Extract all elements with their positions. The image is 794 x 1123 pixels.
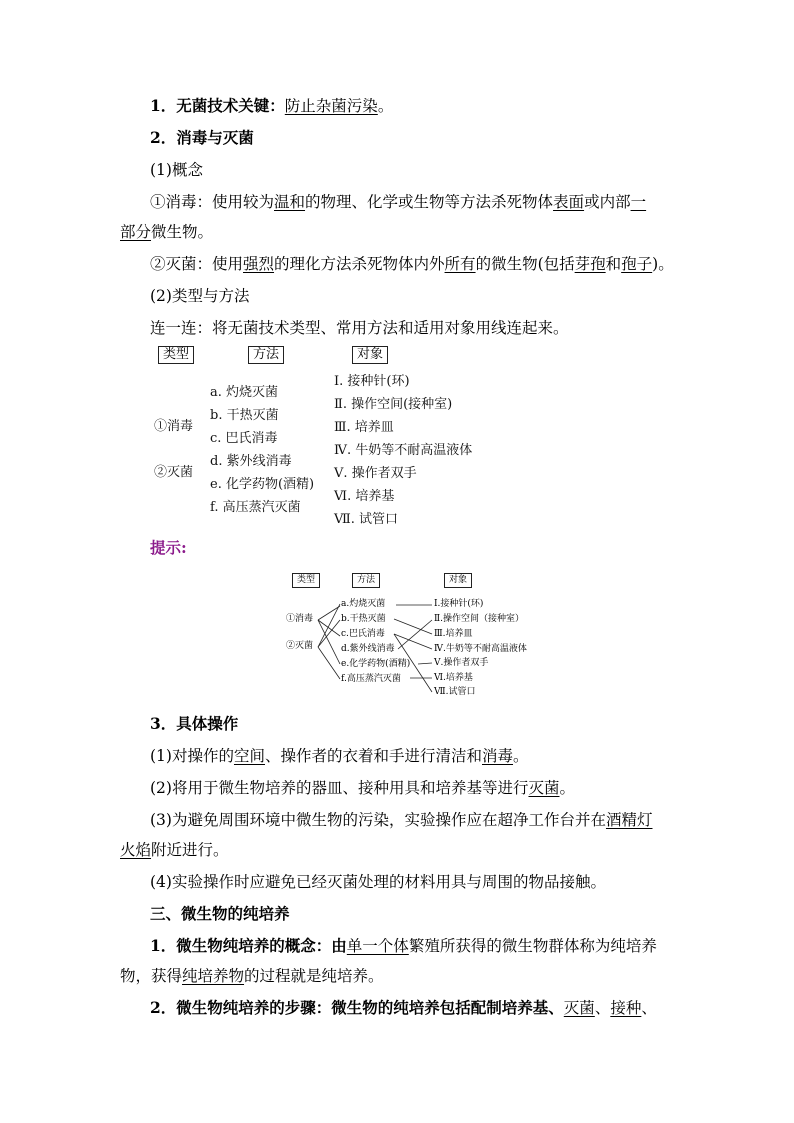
text: 的过程就是纯培养。 [244, 967, 384, 985]
connector-line [318, 604, 340, 647]
answer-underline: 防止杂菌污染 [284, 97, 378, 115]
object-item: Ⅲ. 培养皿 [334, 420, 394, 435]
answer-underline: 孢子 [621, 255, 653, 273]
text: 、 [594, 999, 611, 1017]
answer-method-item: f.高压蒸汽灭菌 [341, 674, 401, 684]
answer-method-item: d.紫外线消毒 [341, 644, 395, 654]
answer-underline: 纯培养物 [182, 967, 245, 985]
text: 繁殖所获得的微生物群体称为纯培养 [408, 937, 657, 955]
text: 1．无菌技术关键： [150, 96, 285, 115]
answer-underline: 消毒 [482, 747, 514, 765]
answer-underline: 温和 [274, 193, 306, 211]
text: 和 [605, 255, 622, 273]
line-pure-culture-concept [150, 936, 710, 956]
answer-object-item: Ⅰ.接种针(环) [434, 599, 484, 609]
answer-underline: 一 [630, 193, 647, 211]
instruction-connect: 连一连：将无菌技术类型、常用方法和适用对象用线连起来。 [150, 319, 569, 337]
answer-header-method: 方法 [352, 573, 380, 588]
answer-object-item: Ⅵ.培养基 [434, 673, 473, 683]
method-item: d. 紫外线消毒 [210, 454, 292, 469]
object-item: Ⅰ. 接种针(环) [334, 374, 410, 389]
connector-line [394, 619, 432, 634]
method-item: e. 化学药物(酒精) [210, 477, 315, 492]
answer-underline: 所有 [444, 255, 476, 273]
answer-header-type: 类型 [292, 573, 320, 588]
text: (2)将用于微生物培养的器皿、接种用具和培养基等进行 [150, 779, 529, 797]
heading-disinfect-sterilize: 2．消毒与灭菌 [150, 128, 254, 147]
text: 的微生物(包括 [475, 255, 575, 273]
answer-underline: 接种 [610, 999, 642, 1017]
answer-object-item: Ⅴ.操作者双手 [434, 658, 489, 668]
type-item: ②灭菌 [154, 465, 194, 480]
text: 2．微生物纯培养的步骤：微生物的纯培养包括配制培养基、 [150, 998, 564, 1017]
text: ①消毒：使用较为 [150, 193, 275, 211]
line-op-1 [150, 746, 710, 766]
answer-object-item: Ⅳ.牛奶等不耐高温液体 [434, 644, 527, 654]
text: 1．微生物纯培养的概念：由 [150, 936, 347, 955]
answer-type-item: ①消毒 [286, 614, 314, 624]
connector-line [418, 663, 432, 664]
connector-line [318, 620, 340, 664]
line-op-4: (4)实验操作时应避免已经灭菌处理的材料用具与周围的物品接触。 [150, 873, 606, 891]
answer-underline: 芽孢 [574, 255, 606, 273]
line-pure-culture-steps [150, 998, 710, 1018]
heading-operations: 3．具体操作 [150, 714, 239, 733]
answer-underline: 强烈 [243, 255, 275, 273]
method-item: a. 灼烧灭菌 [210, 385, 279, 400]
text: 微生物。 [151, 223, 214, 241]
object-item: Ⅳ. 牛奶等不耐高温液体 [334, 443, 473, 458]
method-item: b. 干热灭菌 [210, 408, 279, 423]
text: ②灭菌：使用 [150, 255, 244, 273]
connector-line [318, 647, 340, 679]
answer-object-item: Ⅲ.培养皿 [434, 629, 473, 639]
text: 的物理、化学或生物等方法杀死物体 [305, 193, 554, 211]
text: )。 [652, 255, 674, 273]
text: 。 [377, 97, 394, 115]
header-object: 对象 [352, 346, 388, 364]
object-item: Ⅶ. 试管口 [334, 512, 399, 527]
answer-underline: 火焰 [120, 841, 152, 859]
subheading-types-methods: (2)类型与方法 [150, 287, 250, 305]
object-item: Ⅵ. 培养基 [334, 489, 395, 504]
method-item: f. 高压蒸汽灭菌 [210, 500, 301, 515]
method-item: c. 巴氏消毒 [210, 431, 278, 446]
line-op-3 [150, 810, 710, 830]
hint-label: 提示: [150, 538, 187, 557]
answer-underline: 单一个体 [346, 937, 409, 955]
answer-method-item: b.干热灭菌 [341, 614, 386, 624]
header-method: 方法 [248, 346, 284, 364]
object-item: Ⅱ. 操作空间(接种室) [334, 397, 453, 412]
answer-method-item: c.巴氏消毒 [341, 629, 385, 639]
text: 、操作者的衣着和手进行清洁和 [264, 747, 482, 765]
line-pure-culture-concept-cont [120, 966, 680, 986]
text: (3)为避免周围环境中微生物的污染，实验操作应在超净工作台并在 [150, 811, 606, 829]
subheading-concept: (1)概念 [150, 161, 203, 179]
connector-line [398, 620, 432, 649]
line-op-2 [150, 778, 710, 798]
answer-header-object: 对象 [444, 573, 472, 588]
answer-underline: 空间 [233, 747, 265, 765]
text: 附近进行。 [151, 841, 229, 859]
answer-underline: 表面 [553, 193, 585, 211]
text: 物，获得 [120, 967, 183, 985]
text: 的理化方法杀死物体内外 [274, 255, 445, 273]
answer-method-item: a.灼烧灭菌 [341, 599, 386, 609]
answer-object-item: Ⅶ.试管口 [434, 687, 476, 697]
header-type: 类型 [158, 346, 194, 364]
answer-object-item: Ⅱ.操作空间（接种室） [434, 614, 524, 624]
object-item: Ⅴ. 操作者双手 [334, 466, 417, 481]
type-item: ①消毒 [154, 419, 194, 434]
line-op-3-cont [120, 840, 680, 860]
answer-underline: 灭菌 [528, 779, 560, 797]
text: 、 [641, 999, 657, 1017]
answer-type-item: ②灭菌 [286, 641, 314, 651]
heading-pure-culture: 三、微生物的纯培养 [150, 904, 290, 923]
text: (1)对操作的 [150, 747, 234, 765]
answer-method-item: e.化学药物(酒精) [341, 659, 411, 669]
text: 。 [513, 747, 529, 765]
answer-underline: 灭菌 [563, 999, 595, 1017]
answer-underline: 酒精灯 [605, 811, 653, 829]
text: 或内部 [584, 193, 631, 211]
connector-line [318, 606, 340, 620]
answer-underline: 部分 [120, 223, 152, 241]
text: 。 [559, 779, 575, 797]
